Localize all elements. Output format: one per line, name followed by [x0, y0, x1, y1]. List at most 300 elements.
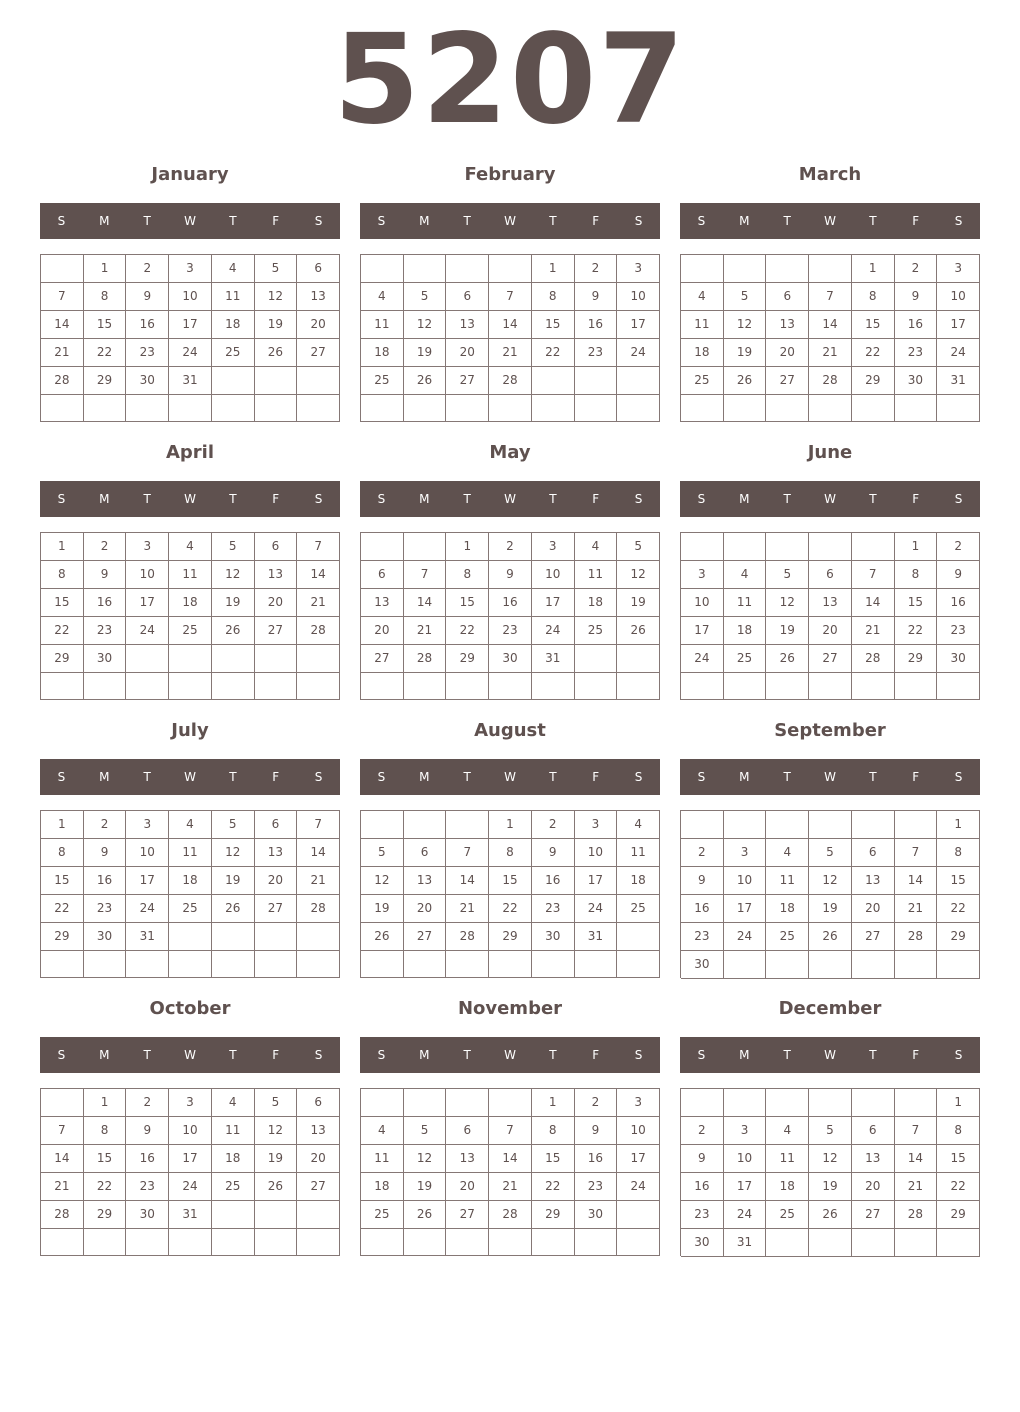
day-cell[interactable]: 8	[84, 1117, 127, 1145]
day-cell[interactable]: 10	[126, 561, 169, 589]
day-cell[interactable]: 29	[532, 1201, 575, 1229]
day-cell[interactable]: 16	[84, 589, 127, 617]
day-cell[interactable]: 14	[297, 839, 340, 867]
day-cell[interactable]: 10	[724, 867, 767, 895]
day-cell[interactable]: 25	[212, 339, 255, 367]
day-cell[interactable]: 15	[532, 1145, 575, 1173]
day-cell[interactable]: 21	[852, 617, 895, 645]
day-cell[interactable]: 16	[575, 311, 618, 339]
day-cell[interactable]: 7	[297, 533, 340, 561]
day-cell[interactable]: 27	[297, 339, 340, 367]
day-cell[interactable]: 20	[361, 617, 404, 645]
day-cell[interactable]: 29	[852, 367, 895, 395]
day-cell[interactable]: 17	[617, 311, 660, 339]
day-cell[interactable]: 21	[489, 339, 532, 367]
day-cell[interactable]: 2	[937, 533, 980, 561]
day-cell[interactable]: 24	[532, 617, 575, 645]
day-cell[interactable]: 15	[852, 311, 895, 339]
day-cell[interactable]: 7	[489, 1117, 532, 1145]
day-cell[interactable]: 14	[852, 589, 895, 617]
day-cell[interactable]: 26	[361, 923, 404, 951]
day-cell[interactable]: 19	[255, 311, 298, 339]
day-cell[interactable]: 14	[41, 311, 84, 339]
day-cell[interactable]: 6	[446, 283, 489, 311]
day-cell[interactable]: 20	[852, 1173, 895, 1201]
day-cell[interactable]: 22	[532, 1173, 575, 1201]
day-cell[interactable]: 29	[446, 645, 489, 673]
day-cell[interactable]: 27	[255, 895, 298, 923]
day-cell[interactable]: 11	[575, 561, 618, 589]
day-cell[interactable]: 4	[575, 533, 618, 561]
day-cell[interactable]: 5	[255, 1089, 298, 1117]
day-cell[interactable]: 5	[766, 561, 809, 589]
day-cell[interactable]: 10	[937, 283, 980, 311]
day-cell[interactable]: 10	[169, 1117, 212, 1145]
day-cell[interactable]: 18	[169, 867, 212, 895]
day-cell[interactable]: 20	[446, 339, 489, 367]
day-cell[interactable]: 12	[809, 867, 852, 895]
day-cell[interactable]: 20	[446, 1173, 489, 1201]
day-cell[interactable]: 18	[361, 1173, 404, 1201]
day-cell[interactable]: 15	[446, 589, 489, 617]
day-cell[interactable]: 8	[852, 283, 895, 311]
day-cell[interactable]: 2	[84, 533, 127, 561]
day-cell[interactable]: 18	[575, 589, 618, 617]
day-cell[interactable]: 18	[724, 617, 767, 645]
day-cell[interactable]: 27	[852, 923, 895, 951]
day-cell[interactable]: 7	[852, 561, 895, 589]
day-cell[interactable]: 3	[681, 561, 724, 589]
day-cell[interactable]: 14	[404, 589, 447, 617]
day-cell[interactable]: 15	[937, 1145, 980, 1173]
day-cell[interactable]: 21	[446, 895, 489, 923]
day-cell[interactable]: 16	[681, 895, 724, 923]
day-cell[interactable]: 26	[724, 367, 767, 395]
day-cell[interactable]: 21	[297, 589, 340, 617]
day-cell[interactable]: 8	[532, 283, 575, 311]
day-cell[interactable]: 10	[724, 1145, 767, 1173]
day-cell[interactable]: 2	[575, 255, 618, 283]
day-cell[interactable]: 15	[41, 589, 84, 617]
day-cell[interactable]: 13	[297, 283, 340, 311]
day-cell[interactable]: 13	[297, 1117, 340, 1145]
day-cell[interactable]: 20	[766, 339, 809, 367]
day-cell[interactable]: 25	[575, 617, 618, 645]
day-cell[interactable]: 5	[255, 255, 298, 283]
day-cell[interactable]: 19	[617, 589, 660, 617]
day-cell[interactable]: 25	[361, 1201, 404, 1229]
day-cell[interactable]: 20	[809, 617, 852, 645]
day-cell[interactable]: 24	[617, 339, 660, 367]
day-cell[interactable]: 27	[297, 1173, 340, 1201]
day-cell[interactable]: 30	[681, 951, 724, 979]
day-cell[interactable]: 2	[681, 1117, 724, 1145]
day-cell[interactable]: 10	[575, 839, 618, 867]
day-cell[interactable]: 11	[766, 867, 809, 895]
day-cell[interactable]: 23	[84, 895, 127, 923]
day-cell[interactable]: 3	[169, 255, 212, 283]
day-cell[interactable]: 22	[84, 339, 127, 367]
day-cell[interactable]: 27	[361, 645, 404, 673]
day-cell[interactable]: 18	[766, 1173, 809, 1201]
day-cell[interactable]: 10	[169, 283, 212, 311]
day-cell[interactable]: 5	[809, 839, 852, 867]
day-cell[interactable]: 19	[255, 1145, 298, 1173]
day-cell[interactable]: 12	[766, 589, 809, 617]
day-cell[interactable]: 11	[212, 283, 255, 311]
day-cell[interactable]: 23	[84, 617, 127, 645]
day-cell[interactable]: 24	[575, 895, 618, 923]
day-cell[interactable]: 23	[489, 617, 532, 645]
day-cell[interactable]: 13	[446, 1145, 489, 1173]
day-cell[interactable]: 31	[169, 367, 212, 395]
day-cell[interactable]: 22	[937, 895, 980, 923]
day-cell[interactable]: 26	[809, 923, 852, 951]
day-cell[interactable]: 26	[255, 1173, 298, 1201]
day-cell[interactable]: 13	[255, 839, 298, 867]
day-cell[interactable]: 11	[169, 561, 212, 589]
day-cell[interactable]: 24	[126, 895, 169, 923]
day-cell[interactable]: 28	[41, 367, 84, 395]
day-cell[interactable]: 30	[84, 645, 127, 673]
day-cell[interactable]: 22	[532, 339, 575, 367]
day-cell[interactable]: 15	[489, 867, 532, 895]
day-cell[interactable]: 1	[895, 533, 938, 561]
day-cell[interactable]: 13	[404, 867, 447, 895]
day-cell[interactable]: 8	[895, 561, 938, 589]
day-cell[interactable]: 2	[575, 1089, 618, 1117]
day-cell[interactable]: 16	[937, 589, 980, 617]
day-cell[interactable]: 21	[489, 1173, 532, 1201]
day-cell[interactable]: 23	[895, 339, 938, 367]
day-cell[interactable]: 25	[361, 367, 404, 395]
day-cell[interactable]: 17	[575, 867, 618, 895]
day-cell[interactable]: 17	[724, 895, 767, 923]
day-cell[interactable]: 4	[724, 561, 767, 589]
day-cell[interactable]: 25	[681, 367, 724, 395]
day-cell[interactable]: 27	[852, 1201, 895, 1229]
day-cell[interactable]: 3	[532, 533, 575, 561]
day-cell[interactable]: 16	[895, 311, 938, 339]
day-cell[interactable]: 11	[617, 839, 660, 867]
day-cell[interactable]: 28	[809, 367, 852, 395]
day-cell[interactable]: 16	[575, 1145, 618, 1173]
day-cell[interactable]: 9	[681, 867, 724, 895]
day-cell[interactable]: 17	[532, 589, 575, 617]
day-cell[interactable]: 13	[852, 1145, 895, 1173]
day-cell[interactable]: 25	[766, 923, 809, 951]
day-cell[interactable]: 26	[404, 367, 447, 395]
day-cell[interactable]: 22	[84, 1173, 127, 1201]
day-cell[interactable]: 1	[852, 255, 895, 283]
day-cell[interactable]: 17	[617, 1145, 660, 1173]
day-cell[interactable]: 19	[809, 1173, 852, 1201]
day-cell[interactable]: 21	[404, 617, 447, 645]
day-cell[interactable]: 31	[532, 645, 575, 673]
day-cell[interactable]: 30	[895, 367, 938, 395]
day-cell[interactable]: 29	[84, 367, 127, 395]
day-cell[interactable]: 18	[212, 311, 255, 339]
day-cell[interactable]: 11	[724, 589, 767, 617]
day-cell[interactable]: 8	[937, 839, 980, 867]
day-cell[interactable]: 9	[126, 283, 169, 311]
day-cell[interactable]: 3	[575, 811, 618, 839]
day-cell[interactable]: 10	[532, 561, 575, 589]
day-cell[interactable]: 19	[809, 895, 852, 923]
day-cell[interactable]: 4	[766, 1117, 809, 1145]
day-cell[interactable]: 28	[852, 645, 895, 673]
day-cell[interactable]: 12	[809, 1145, 852, 1173]
day-cell[interactable]: 15	[84, 311, 127, 339]
day-cell[interactable]: 3	[617, 1089, 660, 1117]
day-cell[interactable]: 5	[617, 533, 660, 561]
day-cell[interactable]: 23	[937, 617, 980, 645]
day-cell[interactable]: 8	[937, 1117, 980, 1145]
day-cell[interactable]: 6	[297, 255, 340, 283]
day-cell[interactable]: 17	[724, 1173, 767, 1201]
day-cell[interactable]: 23	[681, 1201, 724, 1229]
day-cell[interactable]: 12	[404, 311, 447, 339]
day-cell[interactable]: 1	[937, 1089, 980, 1117]
day-cell[interactable]: 2	[489, 533, 532, 561]
day-cell[interactable]: 9	[575, 1117, 618, 1145]
day-cell[interactable]: 18	[361, 339, 404, 367]
day-cell[interactable]: 1	[937, 811, 980, 839]
day-cell[interactable]: 20	[255, 589, 298, 617]
day-cell[interactable]: 9	[575, 283, 618, 311]
day-cell[interactable]: 30	[489, 645, 532, 673]
day-cell[interactable]: 26	[766, 645, 809, 673]
day-cell[interactable]: 27	[809, 645, 852, 673]
day-cell[interactable]: 12	[212, 839, 255, 867]
day-cell[interactable]: 28	[489, 1201, 532, 1229]
day-cell[interactable]: 7	[404, 561, 447, 589]
day-cell[interactable]: 29	[895, 645, 938, 673]
day-cell[interactable]: 14	[489, 1145, 532, 1173]
day-cell[interactable]: 4	[212, 1089, 255, 1117]
day-cell[interactable]: 26	[809, 1201, 852, 1229]
day-cell[interactable]: 5	[361, 839, 404, 867]
day-cell[interactable]: 18	[681, 339, 724, 367]
day-cell[interactable]: 26	[404, 1201, 447, 1229]
day-cell[interactable]: 23	[126, 1173, 169, 1201]
day-cell[interactable]: 15	[937, 867, 980, 895]
day-cell[interactable]: 6	[852, 839, 895, 867]
day-cell[interactable]: 23	[575, 339, 618, 367]
day-cell[interactable]: 4	[169, 533, 212, 561]
day-cell[interactable]: 4	[212, 255, 255, 283]
day-cell[interactable]: 24	[169, 1173, 212, 1201]
day-cell[interactable]: 6	[809, 561, 852, 589]
day-cell[interactable]: 19	[404, 339, 447, 367]
day-cell[interactable]: 20	[404, 895, 447, 923]
day-cell[interactable]: 3	[724, 839, 767, 867]
day-cell[interactable]: 12	[617, 561, 660, 589]
day-cell[interactable]: 5	[404, 1117, 447, 1145]
day-cell[interactable]: 14	[41, 1145, 84, 1173]
day-cell[interactable]: 4	[617, 811, 660, 839]
day-cell[interactable]: 28	[41, 1201, 84, 1229]
day-cell[interactable]: 14	[446, 867, 489, 895]
day-cell[interactable]: 18	[766, 895, 809, 923]
day-cell[interactable]: 5	[212, 533, 255, 561]
day-cell[interactable]: 23	[575, 1173, 618, 1201]
day-cell[interactable]: 27	[404, 923, 447, 951]
day-cell[interactable]: 31	[575, 923, 618, 951]
day-cell[interactable]: 23	[532, 895, 575, 923]
day-cell[interactable]: 28	[895, 1201, 938, 1229]
day-cell[interactable]: 7	[809, 283, 852, 311]
day-cell[interactable]: 5	[809, 1117, 852, 1145]
day-cell[interactable]: 8	[489, 839, 532, 867]
day-cell[interactable]: 20	[852, 895, 895, 923]
day-cell[interactable]: 29	[84, 1201, 127, 1229]
day-cell[interactable]: 10	[681, 589, 724, 617]
day-cell[interactable]: 12	[724, 311, 767, 339]
day-cell[interactable]: 17	[169, 1145, 212, 1173]
day-cell[interactable]: 11	[212, 1117, 255, 1145]
day-cell[interactable]: 27	[255, 617, 298, 645]
day-cell[interactable]: 23	[681, 923, 724, 951]
day-cell[interactable]: 23	[126, 339, 169, 367]
day-cell[interactable]: 13	[255, 561, 298, 589]
day-cell[interactable]: 21	[895, 895, 938, 923]
day-cell[interactable]: 9	[681, 1145, 724, 1173]
day-cell[interactable]: 1	[41, 533, 84, 561]
day-cell[interactable]: 21	[41, 1173, 84, 1201]
day-cell[interactable]: 26	[212, 617, 255, 645]
day-cell[interactable]: 6	[404, 839, 447, 867]
day-cell[interactable]: 29	[41, 923, 84, 951]
day-cell[interactable]: 3	[126, 533, 169, 561]
day-cell[interactable]: 1	[446, 533, 489, 561]
day-cell[interactable]: 20	[297, 311, 340, 339]
day-cell[interactable]: 11	[681, 311, 724, 339]
day-cell[interactable]: 17	[681, 617, 724, 645]
day-cell[interactable]: 6	[766, 283, 809, 311]
day-cell[interactable]: 6	[446, 1117, 489, 1145]
day-cell[interactable]: 2	[126, 255, 169, 283]
day-cell[interactable]: 18	[212, 1145, 255, 1173]
day-cell[interactable]: 14	[297, 561, 340, 589]
day-cell[interactable]: 13	[809, 589, 852, 617]
day-cell[interactable]: 16	[84, 867, 127, 895]
day-cell[interactable]: 30	[126, 367, 169, 395]
day-cell[interactable]: 16	[126, 1145, 169, 1173]
day-cell[interactable]: 6	[361, 561, 404, 589]
day-cell[interactable]: 19	[361, 895, 404, 923]
day-cell[interactable]: 6	[852, 1117, 895, 1145]
day-cell[interactable]: 28	[446, 923, 489, 951]
day-cell[interactable]: 12	[404, 1145, 447, 1173]
day-cell[interactable]: 15	[84, 1145, 127, 1173]
day-cell[interactable]: 15	[895, 589, 938, 617]
day-cell[interactable]: 25	[617, 895, 660, 923]
day-cell[interactable]: 9	[126, 1117, 169, 1145]
day-cell[interactable]: 6	[297, 1089, 340, 1117]
day-cell[interactable]: 16	[489, 589, 532, 617]
day-cell[interactable]: 22	[937, 1173, 980, 1201]
day-cell[interactable]: 14	[489, 311, 532, 339]
day-cell[interactable]: 9	[84, 561, 127, 589]
day-cell[interactable]: 21	[809, 339, 852, 367]
day-cell[interactable]: 25	[212, 1173, 255, 1201]
day-cell[interactable]: 27	[446, 367, 489, 395]
day-cell[interactable]: 29	[937, 1201, 980, 1229]
day-cell[interactable]: 8	[84, 283, 127, 311]
day-cell[interactable]: 19	[724, 339, 767, 367]
day-cell[interactable]: 5	[404, 283, 447, 311]
day-cell[interactable]: 3	[617, 255, 660, 283]
day-cell[interactable]: 17	[937, 311, 980, 339]
day-cell[interactable]: 1	[532, 1089, 575, 1117]
day-cell[interactable]: 8	[41, 561, 84, 589]
day-cell[interactable]: 25	[724, 645, 767, 673]
day-cell[interactable]: 14	[895, 867, 938, 895]
day-cell[interactable]: 9	[895, 283, 938, 311]
day-cell[interactable]: 18	[169, 589, 212, 617]
day-cell[interactable]: 11	[361, 311, 404, 339]
day-cell[interactable]: 29	[489, 923, 532, 951]
day-cell[interactable]: 10	[617, 283, 660, 311]
day-cell[interactable]: 13	[766, 311, 809, 339]
day-cell[interactable]: 11	[361, 1145, 404, 1173]
day-cell[interactable]: 15	[41, 867, 84, 895]
day-cell[interactable]: 31	[937, 367, 980, 395]
day-cell[interactable]: 3	[937, 255, 980, 283]
day-cell[interactable]: 10	[617, 1117, 660, 1145]
day-cell[interactable]: 19	[766, 617, 809, 645]
day-cell[interactable]: 26	[255, 339, 298, 367]
day-cell[interactable]: 24	[724, 923, 767, 951]
day-cell[interactable]: 22	[41, 617, 84, 645]
day-cell[interactable]: 7	[297, 811, 340, 839]
day-cell[interactable]: 28	[895, 923, 938, 951]
day-cell[interactable]: 26	[212, 895, 255, 923]
day-cell[interactable]: 31	[126, 923, 169, 951]
day-cell[interactable]: 24	[617, 1173, 660, 1201]
day-cell[interactable]: 11	[169, 839, 212, 867]
day-cell[interactable]: 25	[766, 1201, 809, 1229]
day-cell[interactable]: 8	[532, 1117, 575, 1145]
day-cell[interactable]: 30	[532, 923, 575, 951]
day-cell[interactable]: 7	[41, 1117, 84, 1145]
day-cell[interactable]: 2	[532, 811, 575, 839]
day-cell[interactable]: 24	[724, 1201, 767, 1229]
day-cell[interactable]: 24	[126, 617, 169, 645]
day-cell[interactable]: 31	[724, 1229, 767, 1257]
day-cell[interactable]: 1	[84, 255, 127, 283]
day-cell[interactable]: 14	[895, 1145, 938, 1173]
day-cell[interactable]: 16	[681, 1173, 724, 1201]
day-cell[interactable]: 9	[937, 561, 980, 589]
day-cell[interactable]: 2	[681, 839, 724, 867]
day-cell[interactable]: 1	[84, 1089, 127, 1117]
day-cell[interactable]: 22	[852, 339, 895, 367]
day-cell[interactable]: 2	[126, 1089, 169, 1117]
day-cell[interactable]: 17	[126, 867, 169, 895]
day-cell[interactable]: 6	[255, 811, 298, 839]
day-cell[interactable]: 21	[41, 339, 84, 367]
day-cell[interactable]: 1	[532, 255, 575, 283]
day-cell[interactable]: 1	[489, 811, 532, 839]
day-cell[interactable]: 22	[41, 895, 84, 923]
day-cell[interactable]: 12	[255, 1117, 298, 1145]
day-cell[interactable]: 11	[766, 1145, 809, 1173]
day-cell[interactable]: 6	[255, 533, 298, 561]
day-cell[interactable]: 7	[446, 839, 489, 867]
day-cell[interactable]: 9	[84, 839, 127, 867]
